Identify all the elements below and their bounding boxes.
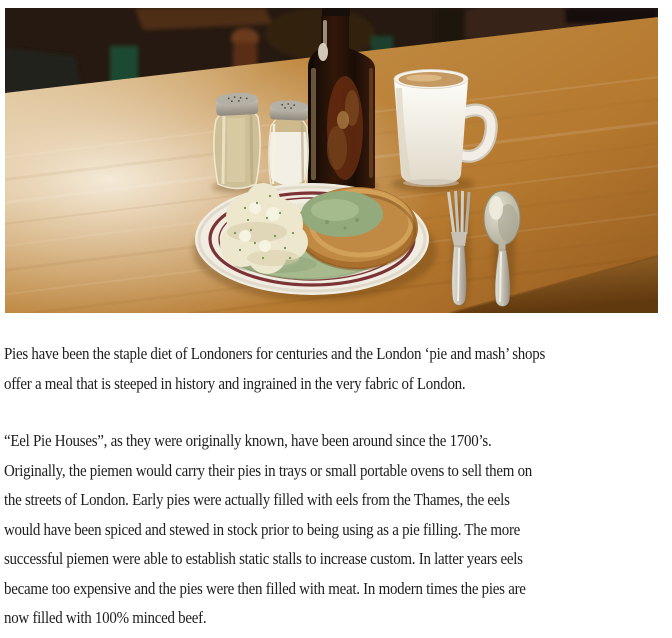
paragraph-intro xyxy=(4,339,619,398)
pepper-shaker xyxy=(214,92,260,189)
pie-and-mash-photo xyxy=(5,8,658,313)
text-line: successful piemen were able to establish static stalls to increase custom. In latter years eels xyxy=(4,549,523,568)
meal-photo-illustration xyxy=(5,8,658,313)
text-line: became too expensive and the pies were then filled with meat. In modern times the pies are xyxy=(4,578,526,598)
plate xyxy=(195,183,429,295)
pie xyxy=(296,187,418,269)
text-line: “Eel Pie Houses”, as they were originally known, have been around since the 1700’s. xyxy=(4,431,492,450)
text-line: offer a meal that is steeped in history and ingrained in the very fabric of London. xyxy=(4,373,466,393)
paragraph-history xyxy=(4,426,604,633)
text-line: would have been spiced and stewed in stock prior to being using as a pie filling. The more xyxy=(4,519,521,539)
text-line: Pies have been the staple diet of Londoners for centuries and the London ‘pie and mash’ shops xyxy=(4,344,546,363)
salt-shaker xyxy=(269,100,309,190)
text-line: Originally, the piemen would carry their pies in trays or small portable ovens to sell them on xyxy=(4,460,533,480)
text-line: the streets of London. Early pies were actually filled with eels from the Thames, the eels xyxy=(4,490,510,509)
text-line: now filled with 100% minced beef. xyxy=(4,608,207,627)
